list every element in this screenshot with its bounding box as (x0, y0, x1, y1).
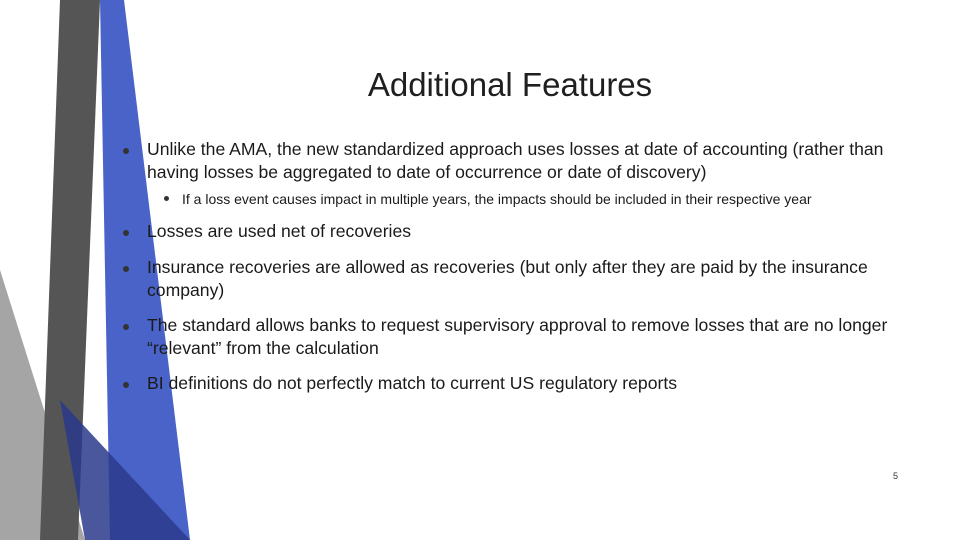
bullet-text: BI definitions do not perfectly match to current US regulatory reports (147, 373, 678, 393)
bullet-item (120, 314, 890, 360)
bullet-item (120, 138, 890, 184)
bullet-text: Losses are used net of recoveries (147, 221, 412, 241)
sub-bullet-text: If a loss event causes impact in multiple years, the impacts should be included in their respective year (182, 191, 812, 207)
bullet-list (120, 138, 890, 395)
slide-title: Additional Features (367, 66, 653, 103)
bullet-item (120, 220, 890, 243)
bullet-text: Insurance recoveries are allowed as recoveries (but only after they are paid by the insurance company) (147, 257, 868, 300)
bullet-text: The standard allows banks to request supervisory approval to remove losses that are no longer “relevant” from the calculation (147, 315, 888, 358)
sub-bullet-dot-icon (164, 196, 169, 201)
page-number: 5 (893, 471, 899, 481)
bullet-dot-icon (123, 148, 129, 154)
bullet-item (120, 372, 890, 395)
bullet-dot-icon (123, 382, 129, 388)
bullet-dot-icon (123, 324, 129, 330)
bullet-item (120, 256, 890, 302)
bullet-dot-icon (123, 266, 129, 272)
bullet-dot-icon (123, 230, 129, 236)
sub-bullet-item (120, 189, 890, 209)
bullet-text: Unlike the AMA, the new standardized approach uses losses at date of accounting (rather than having losses be aggregated to date of occurrence or date of discovery) (147, 139, 884, 182)
